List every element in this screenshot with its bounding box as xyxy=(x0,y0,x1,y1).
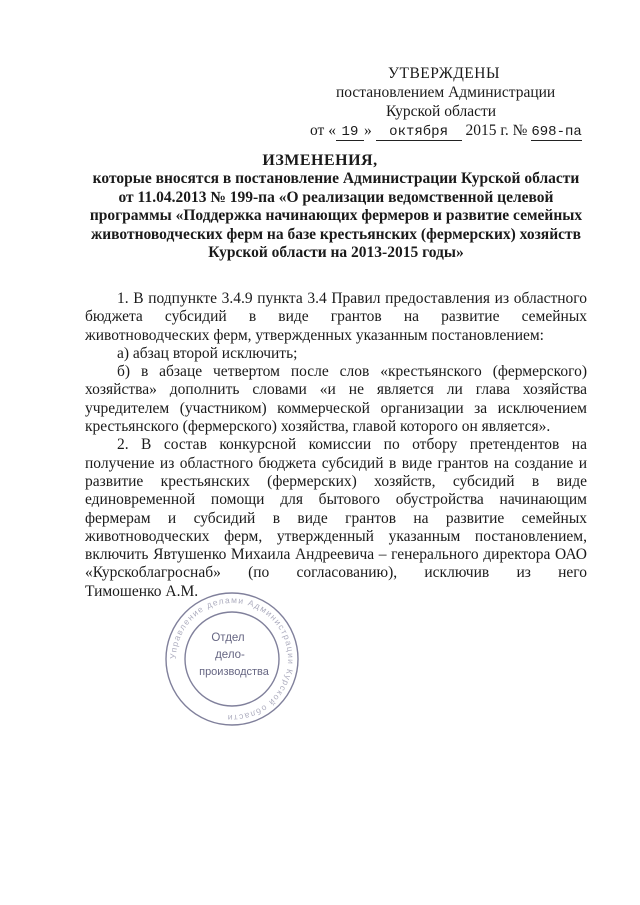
approval-region: Курской области xyxy=(386,103,497,120)
approval-date-line xyxy=(300,121,600,141)
date-month: октября xyxy=(376,125,462,141)
document-number: 698-па xyxy=(531,124,582,140)
approval-block xyxy=(300,64,600,141)
stamp-ring-text: Управление делами Администрации Курской области xyxy=(167,594,297,724)
paragraph-1a: а) абзац второй исключить; xyxy=(117,344,298,362)
date-prefix: от « xyxy=(310,122,336,139)
stamp-line-1: Отдел xyxy=(211,632,245,644)
paragraph-2-end: Тимошенко А.М. xyxy=(85,582,199,600)
paragraph-1b: б) в абзаце четвертом после слов «крестьянского (фермерского) хозяйства» дополнить словами «и не является ли глава хозяйства учредителем (участником) коммерческой организации за исключением крестьянского (фермерского) хозяйства, главой которого он является». xyxy=(85,363,587,436)
stamp-line-3: производства xyxy=(199,666,269,678)
date-year: 2015 г. № xyxy=(465,122,528,139)
office-stamp xyxy=(162,589,302,729)
date-day: 19 xyxy=(336,125,364,141)
paragraph-1: 1. В подпункте 3.4.9 пункта 3.4 Правил предоставления из областного бюджета субсидий в виде грантов на развитие семейных животноводческих ферм, утвержденных указанным постановлением: xyxy=(85,290,587,344)
document-body xyxy=(85,290,587,601)
approval-heading: УТВЕРЖДЕНЫ xyxy=(388,65,500,82)
stamp-line-2: дело- xyxy=(215,649,245,661)
paragraph-2: 2. В состав конкурсной комиссии по отбору претендентов на получение из областного бюджета субсидий в виде грантов на создание и развитие крестьянских (фермерских) хозяйств, субсидий в виде единовременной помощи для бытового обустройства начинающим фермерам и субсидий в виде грантов на развитие семейных животноводческих ферм, утвержденный указанным постановлением, включить Явтушенко Михаила Андреевича – генерального директора ОАО «Курскоблагроснаб» (по согласованию), исключив из него xyxy=(85,436,587,582)
date-mid: » xyxy=(363,122,372,139)
approval-issuer: постановлением Администрации xyxy=(336,84,556,101)
document-subtitle: которые вносятся в постановление Администрации Курской области от 11.04.2013 № 199-па «О реализации ведомственной целевой программы «Поддержка начинающих фермеров и развитие семейных животноводческих ферм на базе крестьянских (фермерских) хозяйств Курской области на 2013-2015 годы» xyxy=(89,170,583,261)
document-title: ИЗМЕНЕНИЯ, xyxy=(262,152,378,169)
